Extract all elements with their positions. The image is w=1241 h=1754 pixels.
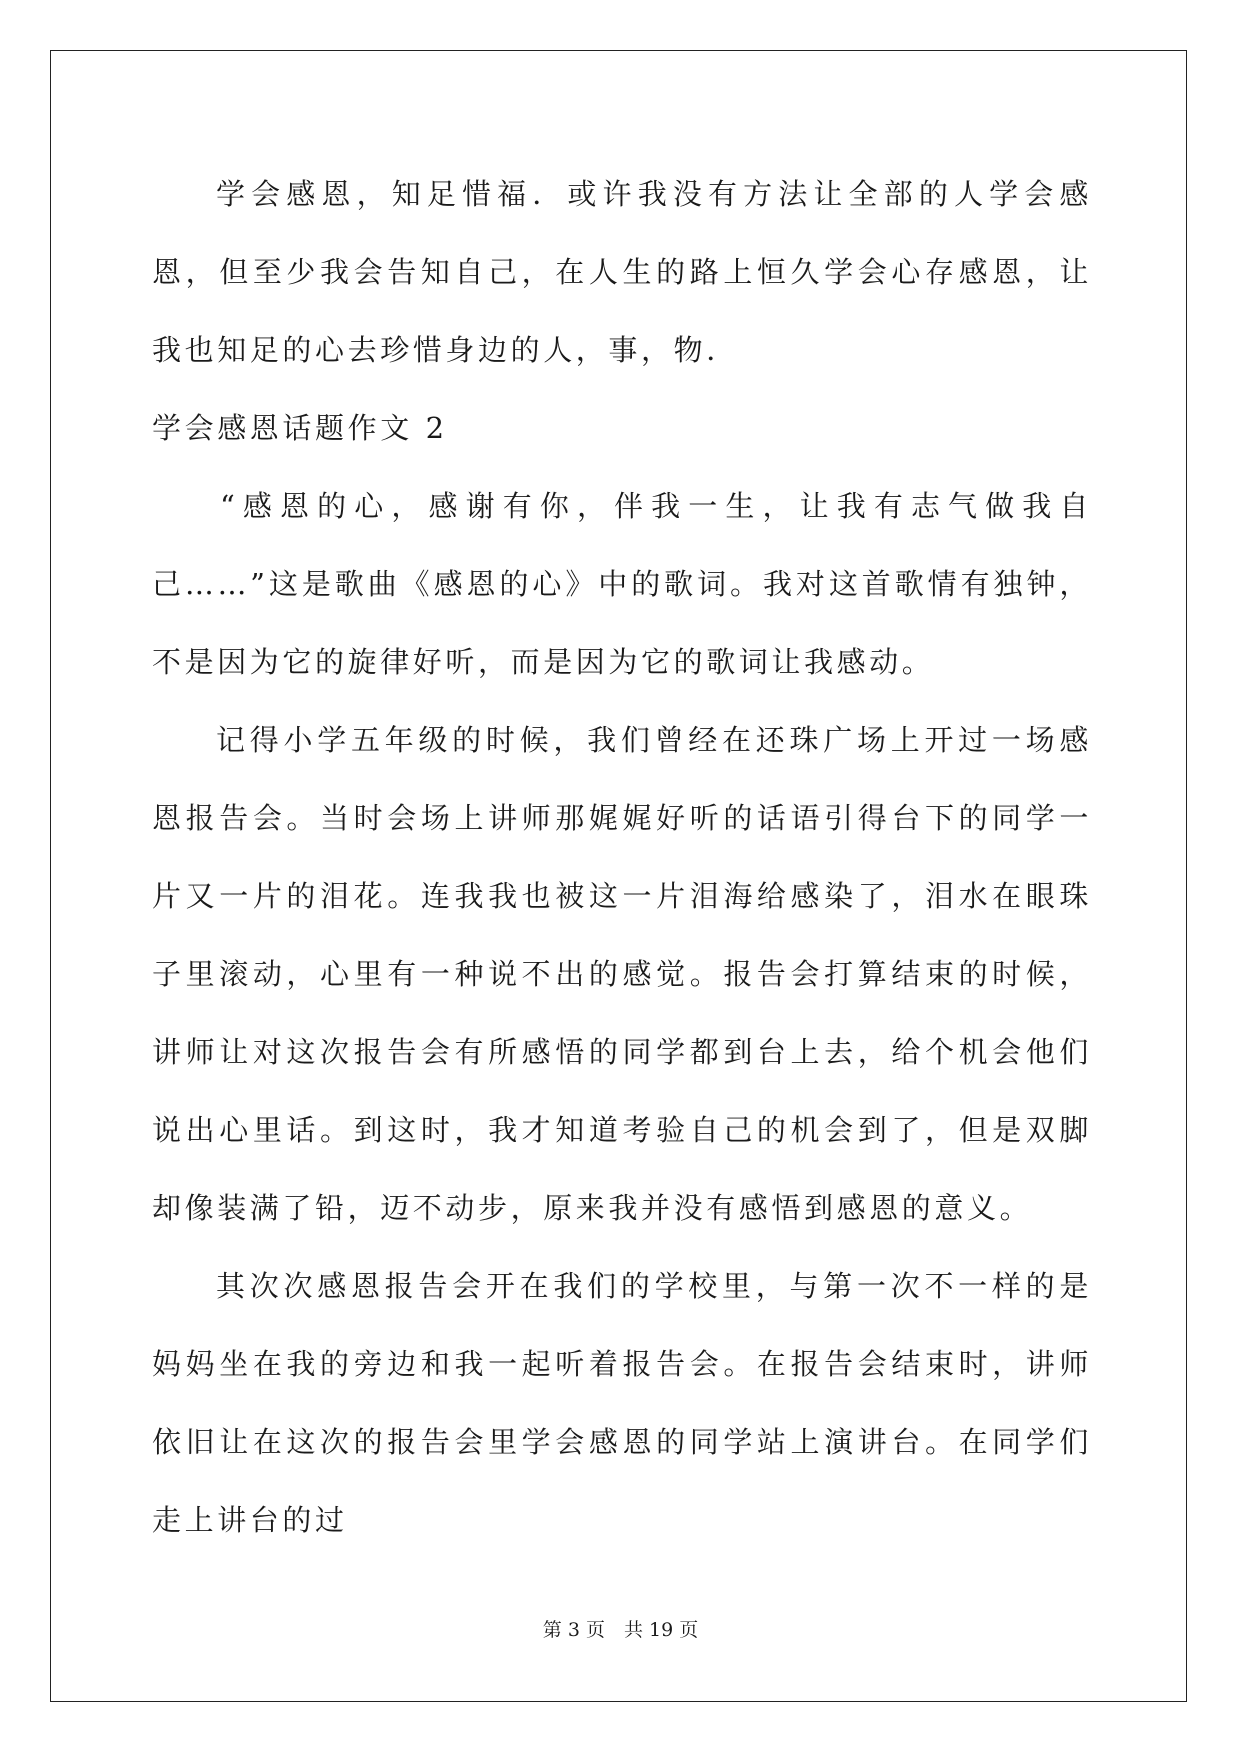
document-body [152,155,1092,1559]
section-heading: 学会感恩话题作文 2 [152,411,448,445]
paragraph-second-report: 其次次感恩报告会开在我们的学校里，与第一次不一样的是妈妈坐在我的旁边和我一起听着报告会。在报告会结束时，讲师依旧让在这次的报告会里学会感恩的同学站上演讲台。在同学们走上讲台的过 [152,1269,1092,1537]
paragraph-lyrics: “感恩的心，感谢有你，伴我一生，让我有志气做我自己……”这是歌曲《感恩的心》中的歌词。我对这首歌情有独钟，不是因为它的旋律好听，而是因为它的歌词让我感动。 [152,489,1092,679]
paragraph-conclusion: 学会感恩，知足惜福．或许我没有方法让全部的人学会感恩，但至少我会告知自己，在人生的路上恒久学会心存感恩，让我也知足的心去珍惜身边的人，事，物． [152,177,1092,367]
page-number-footer: 第 3 页 共 19 页 [542,1619,699,1641]
paragraph-first-report: 记得小学五年级的时候，我们曾经在还珠广场上开过一场感恩报告会。当时会场上讲师那娓娓好听的话语引得台下的同学一片又一片的泪花。连我我也被这一片泪海给感染了，泪水在眼珠子里滚动，心里有一种说不出的感觉。报告会打算结束的时候，讲师让对这次报告会有所感悟的同学都到台上去，给个机会他们说出心里话。到这时，我才知道考验自己的机会到了，但是双脚却像装满了铅，迈不动步，原来我并没有感悟到感恩的意义。 [152,723,1092,1225]
